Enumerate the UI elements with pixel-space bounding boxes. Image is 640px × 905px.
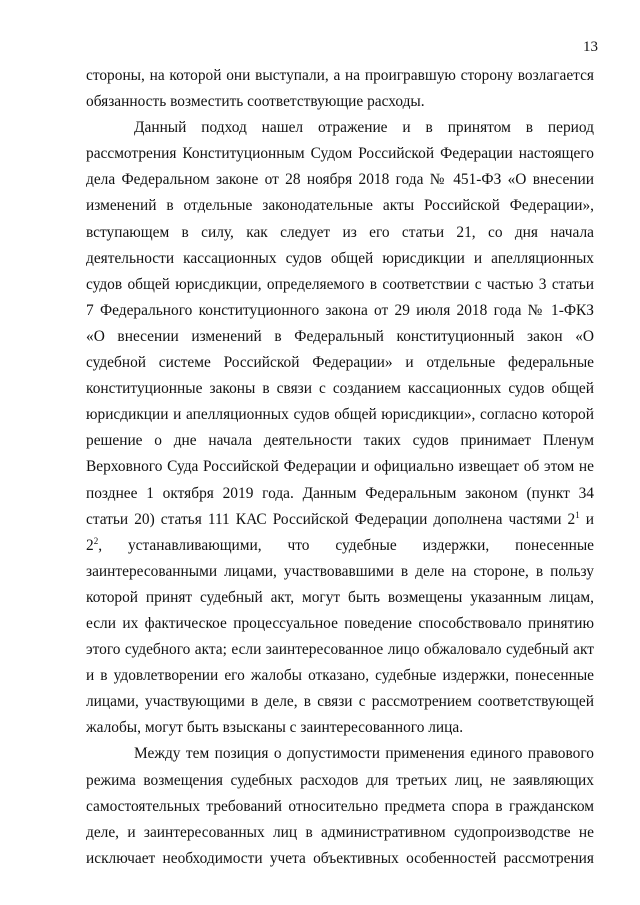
text-line: Верховного Суда Российской Федерации и официально извещает об этом не (86, 458, 594, 476)
text-line: Между тем позиция о допустимости применения единого правового (134, 745, 594, 763)
text-line: конституционные законы в связи с созданием кассационных судов общей (86, 380, 594, 398)
text-line: самостоятельных требований относительно предмета спора в гражданском (86, 797, 594, 815)
paragraph-3 (86, 741, 594, 871)
text-line: если их фактическое процессуальное поведение способствовало принятию (86, 614, 594, 632)
text-line: судебной системе Российской Федерации» и отдельные федеральные (86, 354, 594, 372)
text-line: Данный подход нашел отражение и в принятом в период (134, 119, 594, 137)
text-line-with-superscripts: $2^2$, устанавливающими, что судебные издержки, понесенные (86, 535, 594, 554)
text-line: вступающем в силу, как следует из его статьи 21, со дня начала (86, 223, 594, 241)
text-line: юрисдикции и апелляционных судов общей юрисдикции», согласно которой (86, 406, 594, 424)
text-line: изменений в отдельные законодательные акты Российской Федерации», (86, 197, 594, 215)
superscript: 2 (93, 535, 99, 546)
text-line: лицами, участвующими в деле, в связи с рассмотрением соответствующей (86, 693, 594, 711)
text-line: 7 Федерального конституционного закона от 29 июля 2018 года № 1-ФКЗ (86, 301, 594, 319)
text-line-part: 2 (86, 536, 94, 554)
document-body (86, 63, 594, 872)
text-line: позднее 1 октября 2019 года. Данным Федеральным законом (пункт 34 (86, 484, 594, 502)
text-line: этого судебного акта; если заинтересованное лицо обжаловало судебный акт (86, 641, 594, 659)
text-line-with-superscripts (86, 507, 594, 533)
text-line: решение о дне начала деятельности таких судов принимает Пленум (86, 432, 594, 450)
text-line: исключает необходимости учета объективных особенностей рассмотрения (86, 849, 594, 867)
text-line-part: устанавливающими, что судебные издержки, понесенные (127, 536, 594, 554)
text-line: «О внесении изменений в Федеральный конституционный закон «О (86, 327, 594, 345)
text-line: деятельности кассационных судов общей юрисдикции и апелляционных (86, 249, 594, 267)
text-line: обязанность возместить соответствующие расходы. (86, 93, 425, 111)
text-line: и в удовлетворении его жалобы отказано, судебные издержки, понесенные (86, 667, 594, 685)
text-line: режима возмещения судебных расходов для третьих лиц, не заявляющих (86, 771, 594, 789)
text-line: судов общей юрисдикции, определяемого в соответствии с частью 3 статьи (86, 275, 594, 293)
text-line-part: и (585, 510, 594, 528)
paragraph-1 (86, 63, 594, 115)
text-line: дела Федеральном законе от 28 ноября 2018 года № 451-ФЗ «О внесении (86, 171, 594, 189)
text-line: жалобы, могут быть взысканы с заинтересованного лица. (86, 719, 464, 737)
page-number: 13 (583, 39, 598, 55)
text-line-part: статьи 20) статья 111 КАС Российской Федерации дополнена частями 2 (86, 510, 576, 528)
superscript: 1 (575, 509, 580, 520)
text-line: заинтересованными лицами, участвовавшими в деле на стороне, в пользу (86, 562, 594, 580)
text-line: стороны, на которой они выступали, а на проигравшую сторону возлагается (86, 67, 594, 84)
text-line: рассмотрения Конституционным Судом Российской Федерации настоящего (86, 145, 594, 163)
text-line: которой принят судебный акт, могут быть возмещены указанным лицам, (86, 588, 594, 606)
paragraph-2 (86, 115, 594, 741)
text-line: деле, и заинтересованных лиц в административном судопроизводстве не (86, 823, 594, 841)
